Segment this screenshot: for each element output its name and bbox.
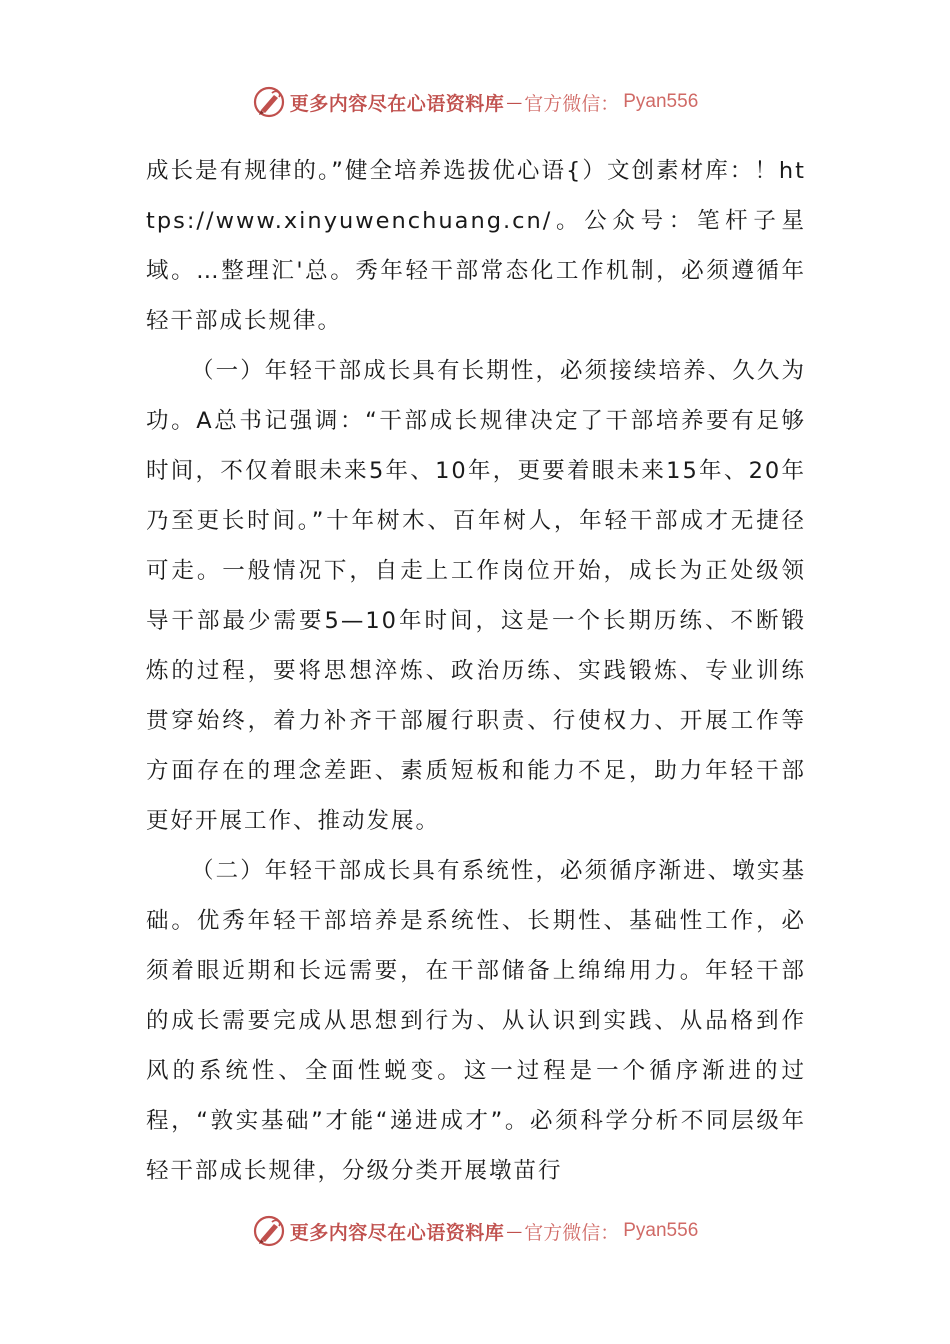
banner-dash: — (506, 1221, 523, 1241)
footer-banner (0, 1211, 950, 1251)
banner-text: 更多内容尽在心语资料库 (289, 1221, 505, 1244)
banner-text: 更多内容尽在心语资料库 (289, 92, 505, 115)
document-body (146, 146, 806, 1196)
wechat-id: Pyan556 (623, 1220, 699, 1241)
header-banner (0, 82, 950, 122)
wechat-label: 官方微信： (524, 1221, 620, 1244)
pen-logo-icon (252, 1214, 286, 1248)
paragraph-3: （二）年轻干部成长具有系统性，必须循序渐进、墩实基础。优秀年轻干部培养是系统性、长期性、基础性工作，必须着眼近期和长远需要，在干部储备上绵绵用力。年轻干部的成长需要完成从思想到行为、从认识到实践、从品格到作风的系统性、全面性蜕变。这一过程是一个循序渐进的过程，“敦实基础”才能“递进成才”。必须科学分析不同层级年轻干部成长规律，分级分类开展墩苗行 (146, 858, 806, 1184)
banner-dash: — (506, 92, 523, 112)
paragraph-2: （一）年轻干部成长具有长期性，必须接续培养、久久为功。A总书记强调：“干部成长规律决定了干部培养要有足够时间，不仅着眼未来5年、10年，更要着眼未来15年、20年乃至更长时间。”十年树木、百年树人，年轻干部成才无捷径可走。一般情况下，自走上工作岗位开始，成长为正处级领导干部最少需要5—10年时间，这是一个长期历练、不断锻炼的过程，要将思想淬炼、政治历练、实践锻炼、专业训练贯穿始终，着力补齐干部履行职责、行使权力、开展工作等方面存在的理念差距、素质短板和能力不足，助力年轻干部更好开展工作、推动发展。 (146, 358, 806, 834)
wechat-id: Pyan556 (623, 91, 699, 112)
pen-logo-icon (252, 85, 286, 119)
wechat-label: 官方微信： (524, 92, 620, 115)
paragraph-1: 成长是有规律的。”健全培养选拔优心语{）文创素材库：！https://www.xinyuwenchuang.cn/。公众号：笔杆子星域。…整理汇'总。秀年轻干部常态化工作机制，必须遵循年轻干部成长规律。 (146, 158, 806, 334)
